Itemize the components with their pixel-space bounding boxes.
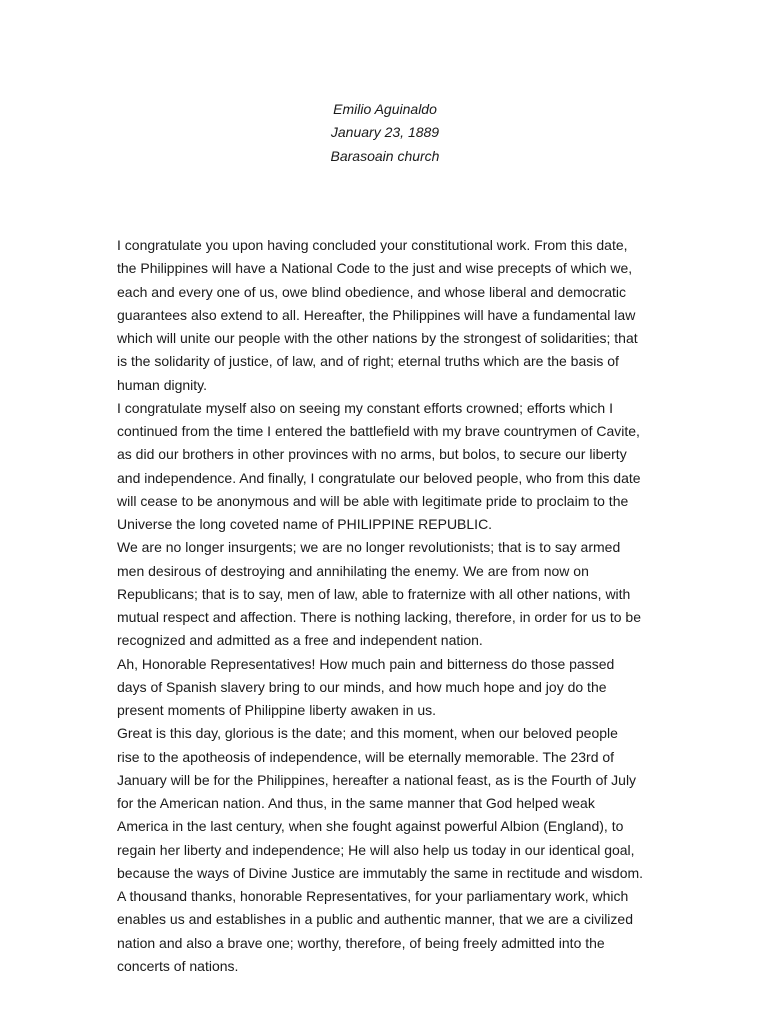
body-line: rise to the apotheosis of independence, will be eternally memorable. The 23rd of bbox=[117, 748, 615, 765]
body-line: regain her liberty and independence; He will also help us today in our identical goal, bbox=[117, 841, 635, 858]
body-line: nation and also a brave one; worthy, therefore, of being freely admitted into the bbox=[117, 934, 605, 951]
body-line: for the American nation. And thus, in the same manner that God helped weak bbox=[117, 795, 595, 811]
speech-place: Barasoain church bbox=[330, 147, 440, 164]
body-line: human dignity. bbox=[117, 376, 208, 393]
body-line: I congratulate myself also on seeing my constant efforts crowned; efforts which I bbox=[117, 399, 613, 416]
speech-body bbox=[117, 234, 677, 978]
body-line: the Philippines will have a National Code to the just and wise precepts of which we, bbox=[117, 260, 633, 277]
body-line: because the ways of Divine Justice are immutably the same in rectitude and wisdom. bbox=[117, 864, 644, 881]
body-line: recognized and admitted as a free and independent nation. bbox=[117, 632, 483, 649]
body-line: continued from the time I entered the battlefield with my brave countrymen of Cavite, bbox=[117, 423, 640, 439]
body-line: January will be for the Philippines, hereafter a national feast, as is the Fourth of July bbox=[117, 771, 637, 788]
body-line: We are no longer insurgents; we are no longer revolutionists; that is to say armed bbox=[117, 539, 621, 556]
speech-date: January 23, 1889 bbox=[330, 124, 440, 141]
body-line: concerts of nations. bbox=[117, 957, 239, 974]
body-line: enables us and establishes in a public and authentic manner, that we are a civilized bbox=[117, 911, 633, 928]
speech-heading bbox=[0, 98, 768, 168]
body-line: men desirous of destroying and annihilating the enemy. We are from now on bbox=[117, 562, 589, 579]
body-line: as did our brothers in other provinces with no arms, but bolos, to secure our liberty bbox=[117, 446, 627, 463]
body-line: days of Spanish slavery bring to our minds, and how much hope and joy do the bbox=[117, 678, 607, 695]
body-line: is the solidarity of justice, of law, and of right; eternal truths which are the basis of bbox=[117, 353, 619, 370]
body-line: America in the last century, when she fought against powerful Albion (England), to bbox=[117, 818, 624, 835]
body-line: guarantees also extend to all. Hereafter, the Philippines will have a fundamental law bbox=[117, 306, 636, 323]
body-line: Great is this day, glorious is the date; and this moment, when our beloved people bbox=[117, 725, 618, 742]
author-name: Emilio Aguinaldo bbox=[333, 101, 437, 117]
body-line: Republicans; that is to say, men of law, able to fraternize with all other nations, with bbox=[117, 585, 631, 602]
body-line: present moments of Philippine liberty awaken in us. bbox=[117, 702, 437, 718]
body-line: Universe the long coveted name of PHILIPPINE REPUBLIC. bbox=[117, 516, 493, 532]
body-line: I congratulate you upon having concluded your constitutional work. From this date, bbox=[117, 237, 628, 253]
body-line: each and every one of us, owe blind obedience, and whose liberal and democratic bbox=[117, 283, 626, 300]
body-line: which will unite our people with the other nations by the strongest of solidarities; that bbox=[117, 330, 638, 346]
body-line: mutual respect and affection. There is nothing lacking, therefore, in order for us to be bbox=[117, 609, 642, 625]
body-line: and independence. And finally, I congratulate our beloved people, who from this date bbox=[117, 469, 641, 486]
body-line: Ah, Honorable Representatives! How much pain and bitterness do those passed bbox=[117, 655, 615, 672]
body-line: A thousand thanks, honorable Representatives, for your parliamentary work, which bbox=[117, 888, 629, 904]
body-line: will cease to be anonymous and will be able with legitimate pride to proclaim to the bbox=[117, 492, 629, 509]
